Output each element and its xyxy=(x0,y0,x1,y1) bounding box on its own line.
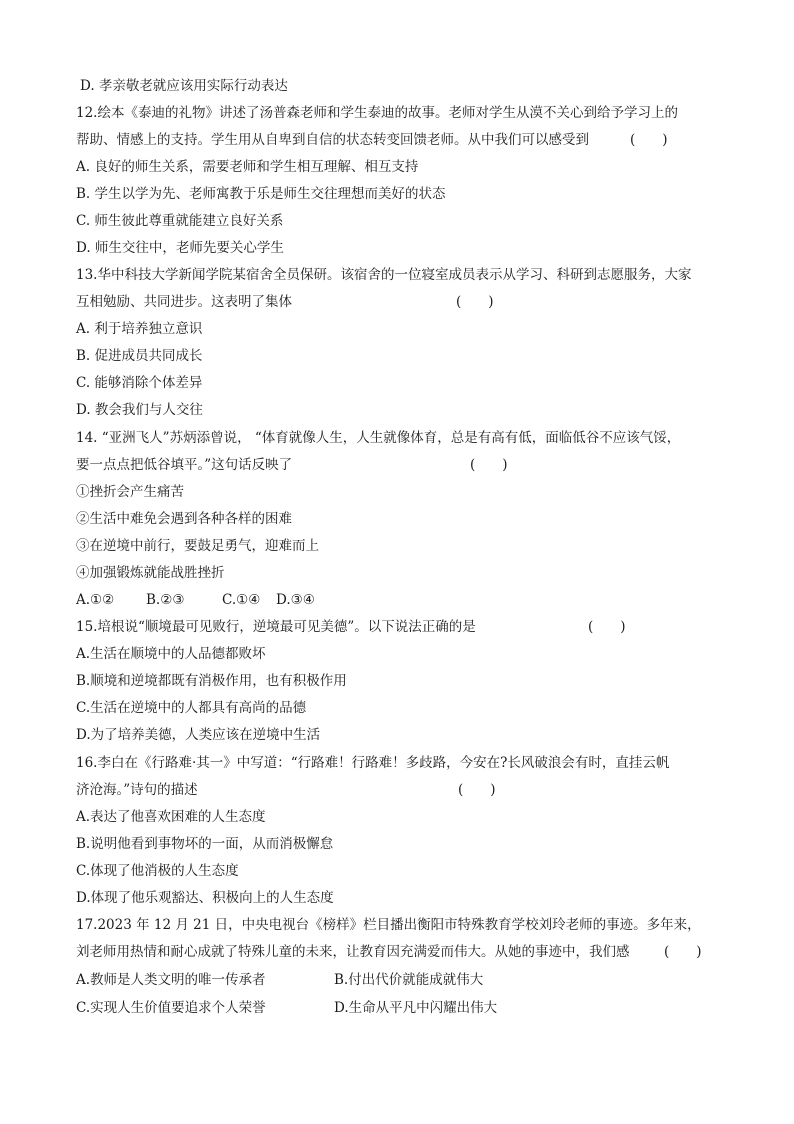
q14-answer-blank: ( ) xyxy=(470,457,508,473)
q13-option-b: B. 促进成员共同成长 xyxy=(76,348,203,364)
q15-option-b: B.顺境和逆境都既有消极作用，也有积极作用 xyxy=(76,673,347,689)
q17-option-b: B.付出代价就能成就伟大 xyxy=(334,972,484,988)
q13-answer-blank: ( ) xyxy=(456,294,494,310)
q16-answer-blank: ( ) xyxy=(458,782,496,798)
q14-option-a: A.①② xyxy=(76,592,115,608)
q17-option-c: C.实现人生价值要追求个人荣誉 xyxy=(76,1000,266,1016)
q17-answer-blank: ( ) xyxy=(664,944,702,960)
q16-stem-line2: 济沧海。”诗句的描述 xyxy=(76,782,198,798)
q17-stem-line2: 刘老师用热情和耐心成就了特殊儿童的未来，让教育因充满爱而伟大。从她的事迹中，我们感 xyxy=(76,944,630,960)
q12-stem-line1: 12.绘本《泰迪的礼物》讲述了汤普森老师和学生泰迪的故事。老师对学生从漠不关心到给予学习上的 xyxy=(76,105,678,121)
q15-option-c: C.生活在逆境中的人都具有高尚的品德 xyxy=(76,700,307,716)
q14-option-d: D.③④ xyxy=(276,592,315,608)
q17-stem-line1: 17.2023 年 12 月 21 日，中央电视台《榜样》栏目播出衡阳市特殊教育学校刘玲老师的事迹。多年来， xyxy=(76,917,701,933)
q16-option-c: C.体现了他消极的人生态度 xyxy=(76,863,239,879)
q14-statement-1: ①挫折会产生痛苦 xyxy=(76,484,184,500)
q16-option-d: D.体现了他乐观豁达、积极向上的人生态度 xyxy=(76,890,334,906)
q14-statement-4: ④加强锻炼就能战胜挫折 xyxy=(76,565,225,581)
q14-statement-3: ③在逆境中前行，要鼓足勇气，迎难而上 xyxy=(76,538,319,554)
q16-stem-line1: 16.李白在《行路难·其一》中写道：“行路难！行路难！多歧路，今安在?长风破浪会有时，直挂云帆 xyxy=(76,755,670,771)
q13-option-c: C. 能够消除个体差异 xyxy=(76,375,203,391)
q17-option-d: D.生命从平凡中闪耀出伟大 xyxy=(334,1000,498,1016)
q12-stem-line2: 帮助、情感上的支持。学生用从自卑到自信的状态转变回馈老师。从中我们可以感受到 xyxy=(76,132,589,148)
q15-answer-blank: ( ) xyxy=(588,619,626,635)
q16-option-b: B.说明他看到事物坏的一面，从而消极懈怠 xyxy=(76,836,334,852)
q11-option-d: D. 孝亲敬老就应该用实际行动表达 xyxy=(80,78,288,94)
q17-option-a: A.教师是人类文明的唯一传承者 xyxy=(76,972,266,988)
q14-option-b: B.②③ xyxy=(146,592,185,608)
q12-option-c: C. 师生彼此尊重就能建立良好关系 xyxy=(76,213,284,229)
q15-stem-line1: 15.培根说“顺境最可见败行，逆境最可见美德”。以下说法正确的是 xyxy=(76,619,476,635)
q16-option-a: A.表达了他喜欢困难的人生态度 xyxy=(76,809,266,825)
q14-stem-line1: 14. “亚洲飞人”苏炳添曾说， “体育就像人生，人生就像体育，总是有高有低，面临低谷不应该气馁， xyxy=(76,430,681,446)
q12-answer-blank: ( ) xyxy=(630,132,668,148)
q14-stem-line2: 要一点点把低谷填平。”这句话反映了 xyxy=(76,457,293,473)
q13-stem-line1: 13.华中科技大学新闻学院某宿舍全员保研。该宿舍的一位寝室成员表示从学习、科研到志愿服务，大家 xyxy=(76,267,692,283)
q12-option-a: A. 良好的师生关系，需要老师和学生相互理解、相互支持 xyxy=(76,159,419,175)
q13-option-a: A. 利于培养独立意识 xyxy=(76,321,203,337)
q12-option-b: B. 学生以学为先、老师寓教于乐是师生交往理想而美好的状态 xyxy=(76,186,446,202)
q12-option-d: D. 师生交往中，老师先要关心学生 xyxy=(76,240,284,256)
q15-option-a: A.生活在顺境中的人品德都败坏 xyxy=(76,646,266,662)
q13-stem-line2: 互相勉励、共同进步。这表明了集体 xyxy=(76,294,292,310)
q13-option-d: D. 教会我们与人交往 xyxy=(76,402,203,418)
q15-option-d: D.为了培养美德，人类应该在逆境中生活 xyxy=(76,727,321,743)
q14-option-c: C.①④ xyxy=(222,592,261,608)
q14-statement-2: ②生活中难免会遇到各种各样的困难 xyxy=(76,511,292,527)
